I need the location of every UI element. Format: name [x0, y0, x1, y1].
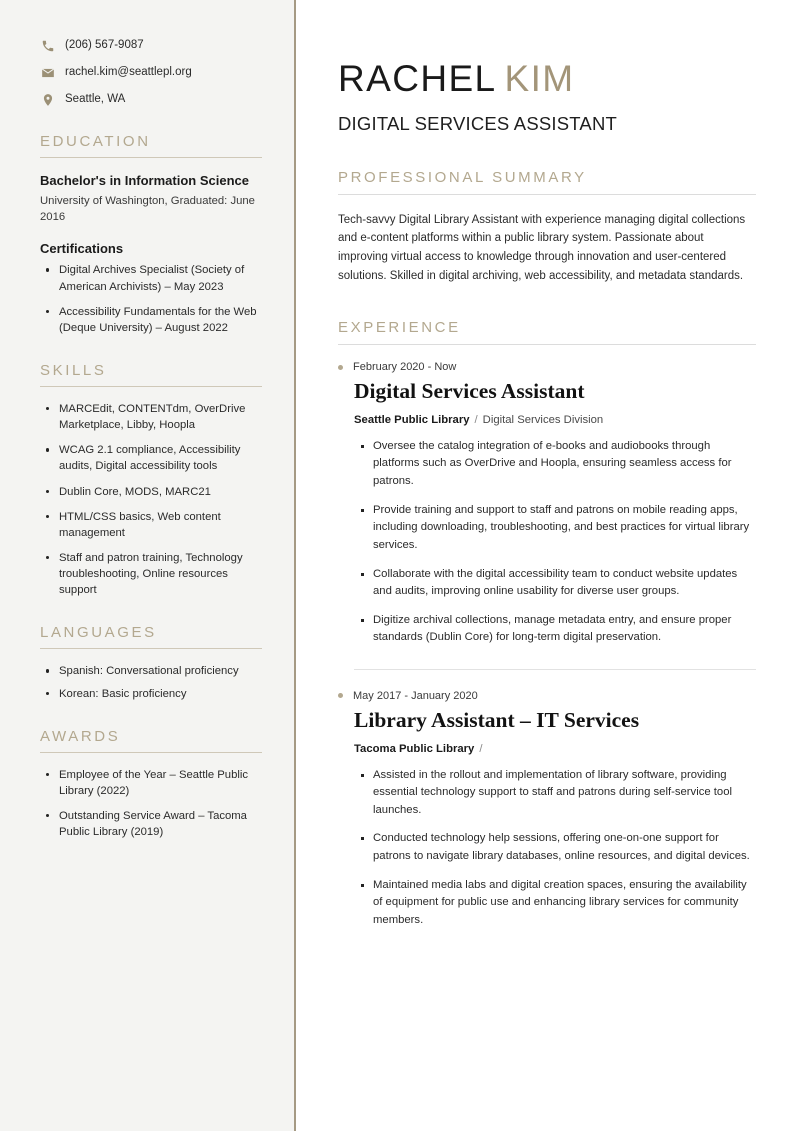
experience-divider: [354, 669, 756, 670]
experience-role: Digital Services Assistant: [354, 379, 585, 404]
experience-company-row: [354, 413, 756, 429]
list-item: Digitize archival collections, manage metadata entry, and ensure proper standards (Dublin Core) for long-term digital preservation.: [373, 612, 756, 647]
skills-section: [40, 362, 262, 598]
contact-phone-text: (206) 567-9087: [65, 39, 144, 52]
skills-rule: [40, 386, 262, 387]
list-item: Maintained media labs and digital creation spaces, ensuring the availability of equipment for public use and enhancing library services for community members.: [373, 877, 756, 930]
timeline-dot-icon: [338, 365, 343, 370]
languages-rule: [40, 648, 262, 649]
experience-entry: [338, 361, 756, 647]
list-item: Collaborate with the digital accessibility team to conduct website updates and audits, improving online usability for diverse user groups.: [373, 566, 756, 601]
name-last: KIM: [504, 58, 575, 99]
languages-section: [40, 624, 262, 701]
contact-email: [40, 65, 262, 80]
experience-date-row: [338, 361, 756, 373]
awards-rule: [40, 752, 262, 753]
list-item: Employee of the Year – Seattle Public Library (2022): [57, 767, 262, 799]
summary-text: Tech-savvy Digital Library Assistant with experience managing digital collections and e-content platforms within a public library system. Passionate about improving virtual access to knowledge through innovation and user-centered solutions. Skilled in digital archiving, web accessibility, and metadata standards.: [338, 213, 746, 282]
contact-location: [40, 92, 262, 107]
main-column: [296, 0, 800, 1131]
list-item: Outstanding Service Award – Tacoma Public Library (2019): [57, 808, 262, 840]
summary-heading: PROFESSIONAL SUMMARY: [338, 168, 587, 186]
list-item: Provide training and support to staff and patrons on mobile reading apps, including downloading, troubleshooting, and best practices for virtual library services.: [373, 502, 756, 555]
name-first: RACHEL: [338, 58, 497, 99]
list-item: Assisted in the rollout and implementation of library software, providing essential technology support to staff and patrons during self-service tool launches.: [373, 767, 756, 820]
summary-rule: [338, 194, 756, 195]
languages-list: [40, 663, 262, 701]
skills-heading: SKILLS: [40, 362, 107, 379]
experience-date-row: [338, 690, 756, 702]
experience-rule: [338, 344, 756, 345]
list-item: Spanish: Conversational proficiency: [57, 663, 262, 679]
contact-list: [40, 38, 262, 107]
list-item: Accessibility Fundamentals for the Web (Deque University) – August 2022: [57, 304, 262, 336]
phone-icon: [40, 38, 55, 53]
location-pin-icon: [40, 92, 55, 107]
certifications-title: Certifications: [40, 241, 124, 257]
experience-bullets: [354, 438, 756, 647]
list-item: WCAG 2.1 compliance, Accessibility audits, Digital accessibility tools: [57, 442, 262, 474]
summary-section: [338, 169, 756, 286]
contact-email-text: rachel.kim@seattlepl.org: [65, 66, 192, 79]
list-item: Staff and patron training, Technology troubleshooting, Online resources support: [57, 550, 262, 598]
experience-bullets: [354, 767, 756, 930]
experience-separator: /: [474, 414, 478, 427]
awards-heading: AWARDS: [40, 727, 121, 745]
experience-company: Seattle Public Library: [354, 414, 470, 427]
certifications-list: [40, 262, 262, 336]
experience-separator: /: [479, 742, 483, 755]
page-title: [338, 60, 756, 99]
list-item: Digital Archives Specialist (Society of American Archivists) – May 2023: [57, 262, 262, 294]
experience-date: February 2020 - Now: [353, 361, 457, 374]
list-item: Korean: Basic proficiency: [57, 686, 262, 702]
contact-location-text: Seattle, WA: [65, 93, 126, 106]
sidebar: [0, 0, 294, 1131]
list-item: HTML/CSS basics, Web content management: [57, 509, 262, 541]
experience-division: Digital Services Division: [482, 414, 604, 427]
experience-entry: [338, 690, 756, 929]
timeline-dot-icon: [338, 693, 343, 698]
headline-job-title: DIGITAL SERVICES ASSISTANT: [338, 112, 618, 134]
skills-list: [40, 401, 262, 598]
contact-phone: [40, 38, 262, 53]
education-school: University of Washington, Graduated: June 2016: [40, 195, 255, 223]
list-item: Dublin Core, MODS, MARC21: [57, 484, 262, 500]
awards-list: [40, 767, 262, 841]
education-degree: Bachelor's in Information Science: [40, 173, 249, 188]
list-item: Oversee the catalog integration of e-books and audiobooks through platforms such as OverDrive and Hoopla, ensuring seamless access for patrons.: [373, 438, 756, 491]
education-section: [40, 133, 262, 336]
education-rule: [40, 157, 262, 158]
list-item: MARCEdit, CONTENTdm, OverDrive Marketplace, Libby, Hoopla: [57, 401, 262, 433]
experience-heading: EXPERIENCE: [338, 319, 461, 337]
languages-heading: LANGUAGES: [40, 624, 157, 642]
experience-role: Library Assistant – IT Services: [354, 707, 640, 732]
experience-company: Tacoma Public Library: [354, 742, 475, 755]
email-icon: [40, 65, 55, 80]
experience-date: May 2017 - January 2020: [353, 689, 478, 702]
experience-section: [338, 319, 756, 929]
experience-company-row: [354, 742, 756, 758]
education-heading: EDUCATION: [40, 133, 151, 150]
list-item: Conducted technology help sessions, offering one-on-one support for patrons to navigate library databases, online resources, and digital devices.: [373, 830, 756, 865]
awards-section: [40, 728, 262, 841]
